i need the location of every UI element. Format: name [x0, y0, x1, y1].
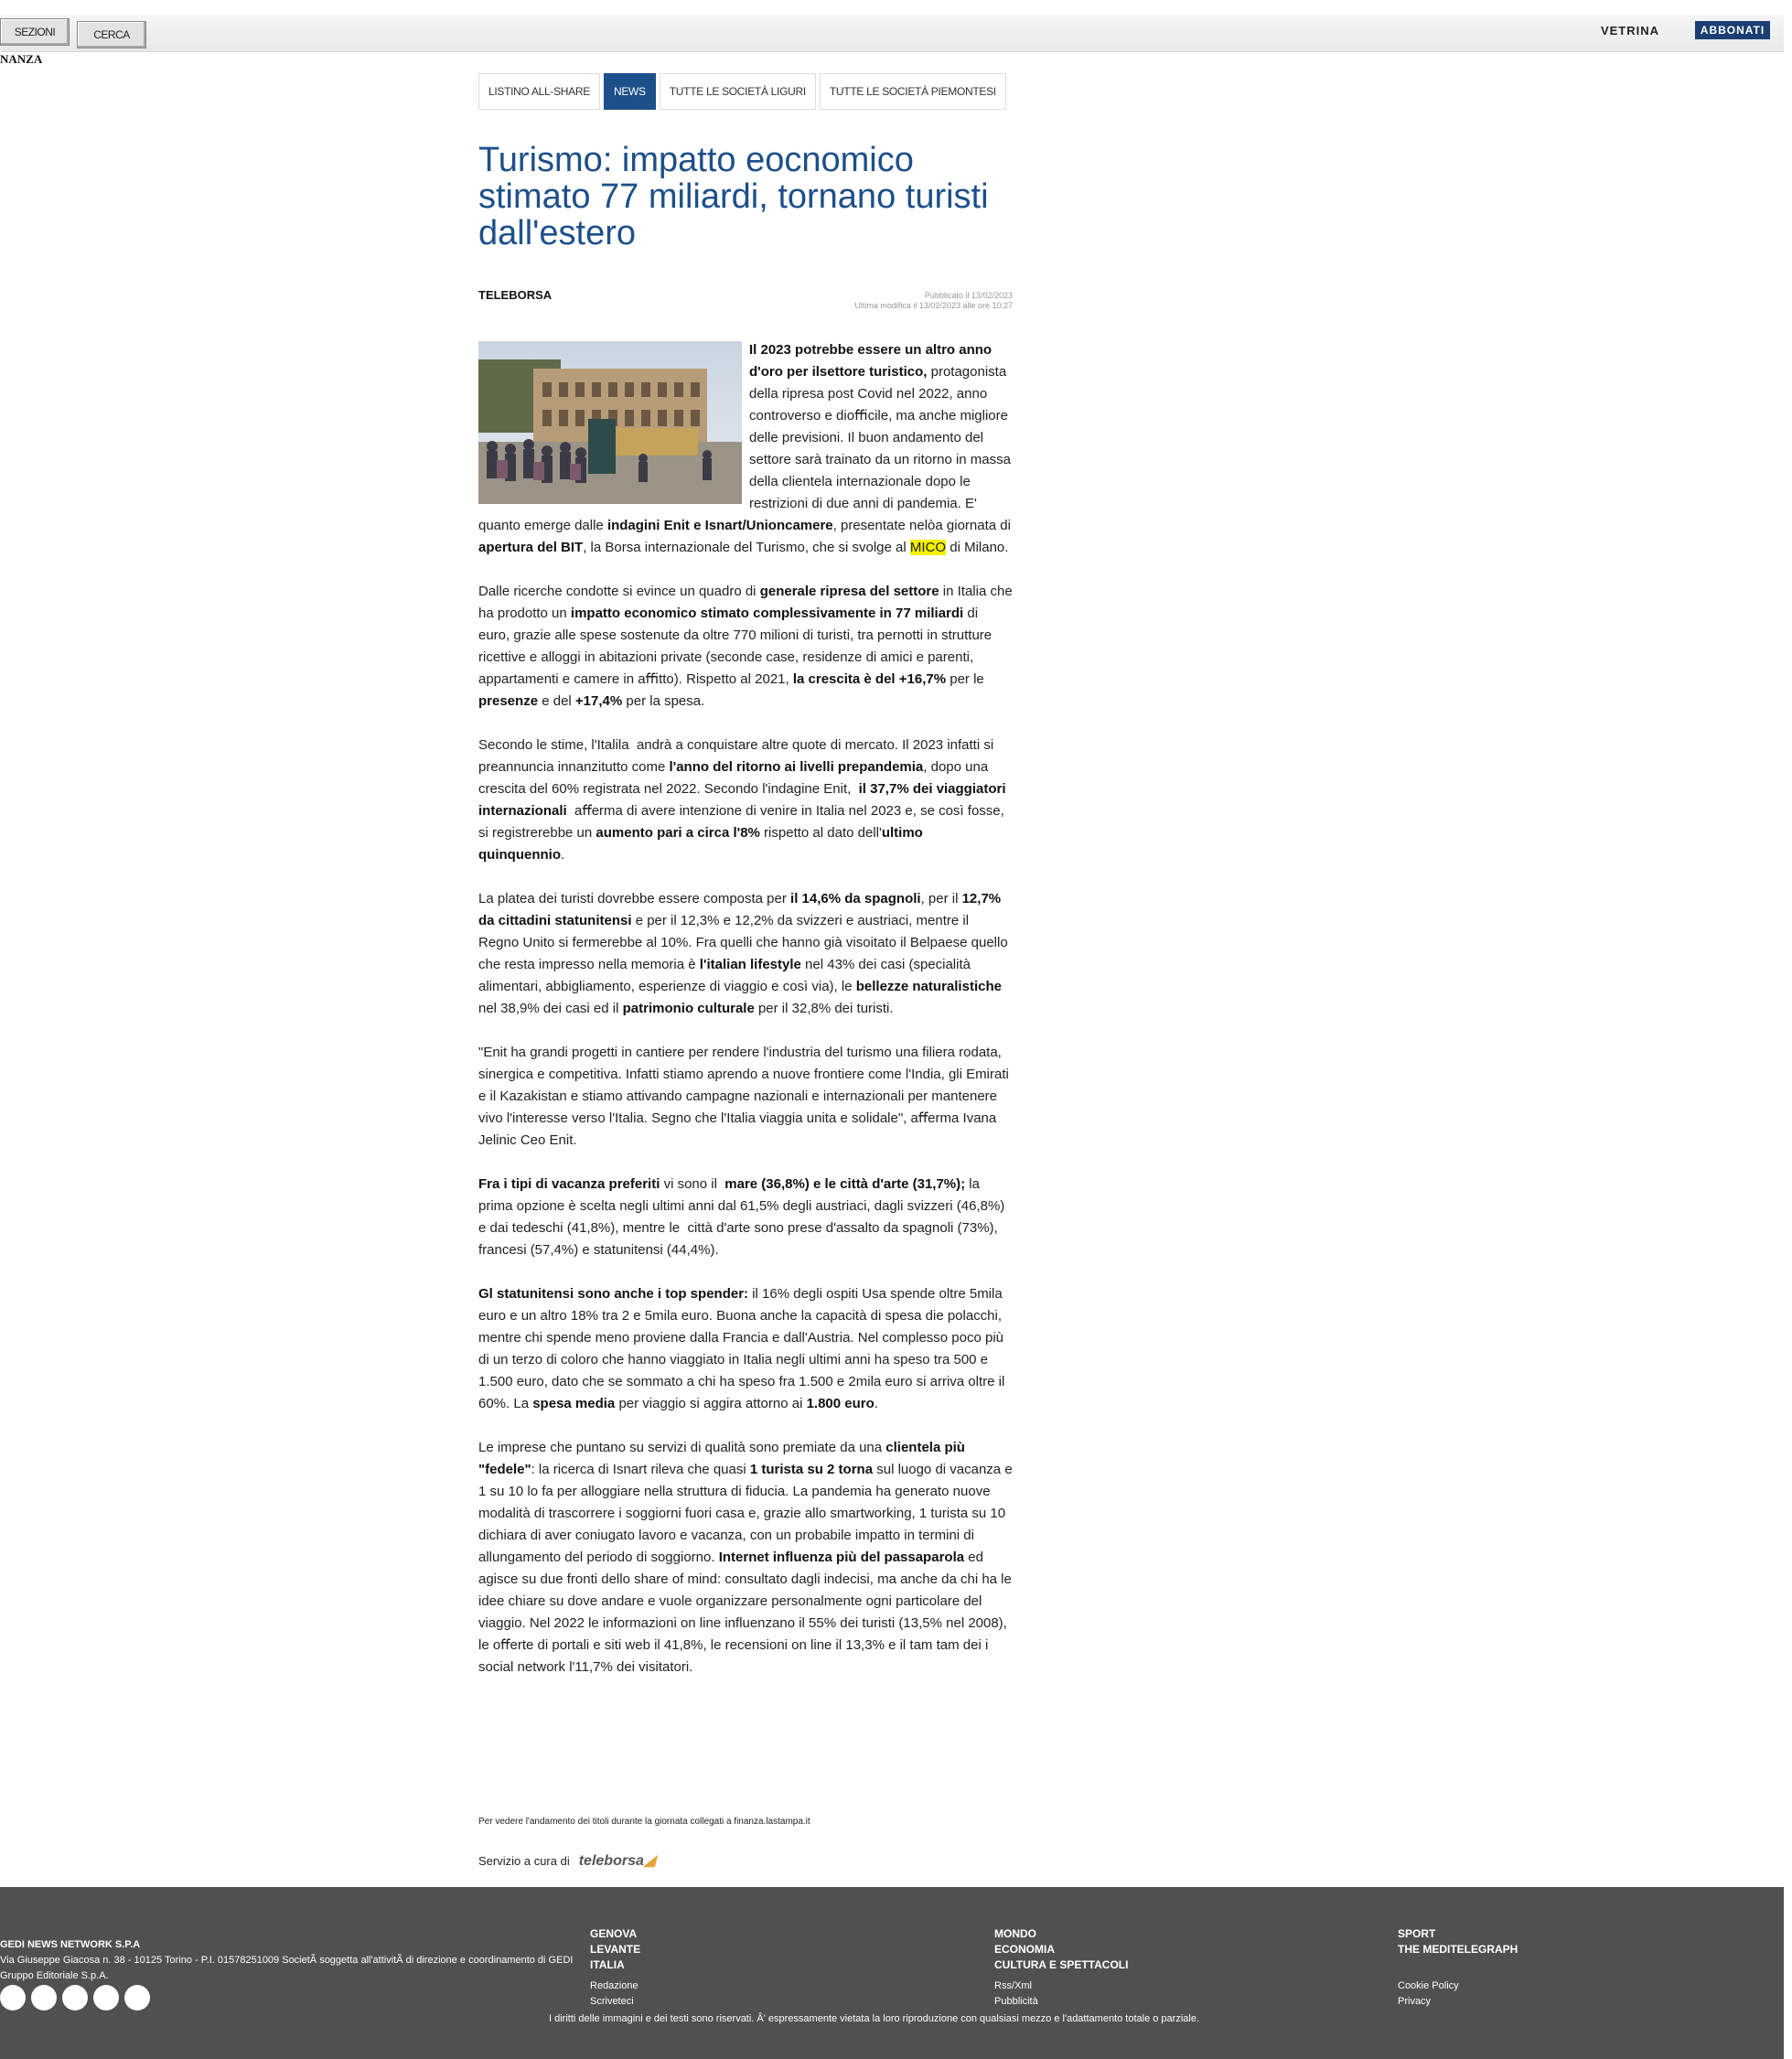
paragraph: "Enit ha grandi progetti in cantiere per rendere l'industria del turismo una ﬁliera rodata, sinergica e competitiva. Infatti stiamo aprendo a nuove frontiere come l'India, gli Emirati e il Kazakistan e stiamo attivando campagne nazionali e internazionali per mantenere vivo l'interesse verso l'Italia. Segno che l'Italia viaggia unita e solidale", aﬀerma Ivana Jelinic Ceo Enit.	[478, 1045, 1009, 1148]
paragraph: Gl statunitensi sono anche i top spender: il 16% degli ospiti Usa spende oltre 5mila euro e un altro 18% tra 2 e 5mila euro. Buona anche la capacità di spesa die polacchi, mentre chi spende meno proviene dalla Francia e dall'Austria. Nel complesso poco più di un terzo di coloro che hanno viaggiato in Italia negli ultimi anni ha speso tra 500 e 1.500 euro, dato che se sommato a chi ha speso fra 1.500 e 2mila euro si arriva oltre il 60%. La spesa media per viaggio si aggira attorno ai 1.800 euro.	[478, 1286, 1005, 1411]
company-address: Via Giuseppe Giacosa n. 38 - 10125 Torino - P.I. 01578251009 SocietÃ soggetta all'attivitÃ di direzione e coordinamento di GEDI	[0, 1955, 574, 1966]
tab-liguri[interactable]: TUTTE LE SOCIETÀ LIGURI	[660, 73, 816, 110]
top-bar	[0, 15, 1784, 52]
footer-link[interactable]: LEVANTE	[590, 1943, 641, 1956]
instagram-icon[interactable]	[62, 1985, 88, 2011]
finanza-note: Per vedere l'andamento dei titoli durante la giornata collegati a finanza.lastampa.it	[478, 1817, 810, 1827]
servizio-credit	[478, 1851, 655, 1870]
vetrina-link[interactable]: VETRINA	[1600, 24, 1659, 38]
footer-link[interactable]: MONDO	[994, 1927, 1036, 1940]
footer-link[interactable]: Scriveteci	[590, 1996, 634, 2007]
footer-link[interactable]: Cookie Policy	[1398, 1980, 1459, 1991]
paragraph: Dalle ricerche condotte si evince un quadro di generale ripresa del settore in Italia che ha prodotto un impatto economico stimato complessivamente in 77 miliardi di euro, grazie alle spese sostenute da oltre 770 milioni di turisti, tra pernotti in strutture ricettive e alloggi in abitazioni private (seconde case, residenze di amici e parenti, appartamenti e camere in aﬃtto). Rispetto al 2021, la crescita è del +16,7% per le presenze e del +17,4% per la spesa.	[478, 584, 1013, 709]
footer-link[interactable]: ECONOMIA	[994, 1943, 1055, 1956]
article-source: TELEBORSA	[478, 288, 553, 302]
servizio-label: Servizio a cura di	[478, 1853, 570, 1868]
teleborsa-logo[interactable]: teleborsa◢	[578, 1853, 656, 1869]
footer-col-3	[1398, 1926, 1518, 2010]
article-title: Turismo: impatto eocnomico stimato 77 miliardi, tornano turisti dall'estero	[478, 141, 989, 252]
paragraph: La platea dei turisti dovrebbe essere composta per il 14,6% da spagnoli, per il 12,7% da cittadini statunitensi e per il 12,3% e 12,2% da svizzeri e austriaci, mentre il Regno Unito si fermerebbe al 10%. Fra quelli che hanno già visoitato il Belpaese quello che resta impresso nella memoria è l'italian lifestyle nel 43% dei casi (specialità alimentari, abbigliamento, esperienze di viaggio e così via), le bellezze naturalistiche nel 38,9% dei casi ed il patrimonio culturale per il 32,8% dei turisti.	[478, 891, 1008, 1016]
tab-news[interactable]: NEWS	[604, 73, 656, 110]
tab-bar	[478, 73, 1006, 110]
copyright-notice: I diritti delle immagini e dei testi sono riservati. Â' espressamente vietata la loro riproduzione con qualsiasi mezzo e l'adattamento totale o parziale.	[549, 2013, 1200, 2024]
footer-link[interactable]: Privacy	[1398, 1996, 1432, 2007]
footer-link[interactable]: SPORT	[1398, 1927, 1436, 1940]
footer-link[interactable]: GENOVA	[590, 1927, 638, 1940]
footer-link[interactable]: Pubblicità	[994, 1996, 1038, 2007]
abbonati-button[interactable]: ABBONATI	[1695, 21, 1770, 39]
company-name: GEDI NEWS NETWORK S.P.A	[0, 1939, 141, 1950]
article-body	[478, 339, 1013, 1700]
photo-spacer	[478, 339, 749, 508]
social-links	[0, 1985, 150, 2011]
footer-link[interactable]: ITALIA	[590, 1958, 625, 1971]
modified-date: Ultima modifica il 13/02/2023 alle ore 10:27	[854, 301, 1013, 310]
section-label[interactable]: NANZA	[0, 52, 43, 66]
sezioni-button[interactable]: SEZIONI	[0, 18, 70, 46]
tab-listino[interactable]: LISTINO ALL-SHARE	[478, 73, 600, 110]
footer-col-1	[590, 1926, 640, 2010]
paragraph: Il 2023 potrebbe essere un altro anno d'oro per ilsettore turistico, protagonista della ripresa post Covid nel 2022, anno controverso e dioﬃcile, ma anche migliore delle previsioni. Il buon andamento del settore sarà trainato da un ritorno in massa della clientela internazionale dopo le restrizioni di due anni di pandemia. E' quanto emerge dalle indagini Enit e Isnart/Unioncamere, presentate nelòa giornata di apertura del BIT, la Borsa internazionale del Turismo, che si svolge al MICO di Milano.	[478, 339, 1013, 559]
cerca-button[interactable]: CERCA	[77, 21, 146, 48]
footer-link[interactable]: THE MEDITELEGRAPH	[1398, 1943, 1518, 1956]
youtube-icon[interactable]	[124, 1985, 150, 2011]
footer-link[interactable]: CULTURA E SPETTACOLI	[994, 1958, 1129, 1971]
published-date: Pubblicato il 13/02/2023	[924, 291, 1013, 300]
footer	[0, 1887, 1784, 2059]
company-group: Gruppo Editoriale S.p.A.	[0, 1970, 109, 1981]
twitter-icon[interactable]	[31, 1985, 57, 2011]
footer-col-2	[994, 1926, 1128, 2010]
article-dates	[854, 291, 1013, 311]
paragraph: Secondo le stime, l'Italila andrà a conquistare altre quote di mercato. Il 2023 infatti si preannuncia innanzitutto come l'anno del ritorno ai livelli prepandemia, dopo una crescita del 60% registrata nel 2022. Secondo l'indagine Enit, il 37,7% dei viaggiatori internazionali aﬀerma di avere intenzione di venire in Italia nel 2023 e, se così fosse, si registrerebbe un aumento pari a circa l'8% rispetto al dato dell'ultimo quinquennio.	[478, 737, 1006, 863]
paragraph: Le imprese che puntano su servizi di qualità sono premiate da una clientela più "fedele": la ricerca di Isnart rileva che quasi 1 turista su 2 torna sul luogo di vacanza e 1 su 10 lo fa per alloggiare nella struttura di ﬁducia. La pandemia ha generato nuove modalità di trascorrere i soggiorni fuori casa e, grazie allo smartworking, 1 turista su 10 dichiara di aver coniugato lavoro e vacanza, con un probabile impatto in termini di allungamento del periodo di soggiorno. Internet influenza più del passaparola ed agisce su due fronti dello share of mind: consultato dagli indecisi, ma anche da chi ha le idee chiare su dove andare e vuole organizzare personalmente ogni particolare del viaggio. Nel 2022 le informazioni on line inﬂuenzano il 55% dei turisti (13,5% nel 2008), le oﬀerte di portali e siti web il 41,8%, le recensioni on line il 13,3% e il tam tam dei i social network l'11,7% dei visitatori.	[478, 1440, 1013, 1675]
footer-link[interactable]: Redazione	[590, 1980, 638, 1991]
linkedin-icon[interactable]	[93, 1985, 119, 2011]
footer-link[interactable]: Rss/Xml	[994, 1980, 1032, 1991]
company-info	[0, 1937, 573, 1984]
paragraph: Fra i tipi di vacanza preferiti vi sono il mare (36,8%) e le città d'arte (31,7%); la prima opzione è scelta negli ultimi anni dal 61,5% degli austriaci, dagli svizzeri (46,8%) e dai tedeschi (41,8%), mentre le città d'arte sono prese d'assalto da spagnoli (73%), francesi (57,4%) e statunitensi (44,4%).	[478, 1176, 1005, 1258]
facebook-icon[interactable]	[0, 1985, 26, 2011]
tab-piemontesi[interactable]: TUTTE LE SOCIETÀ PIEMONTESI	[820, 73, 1006, 110]
